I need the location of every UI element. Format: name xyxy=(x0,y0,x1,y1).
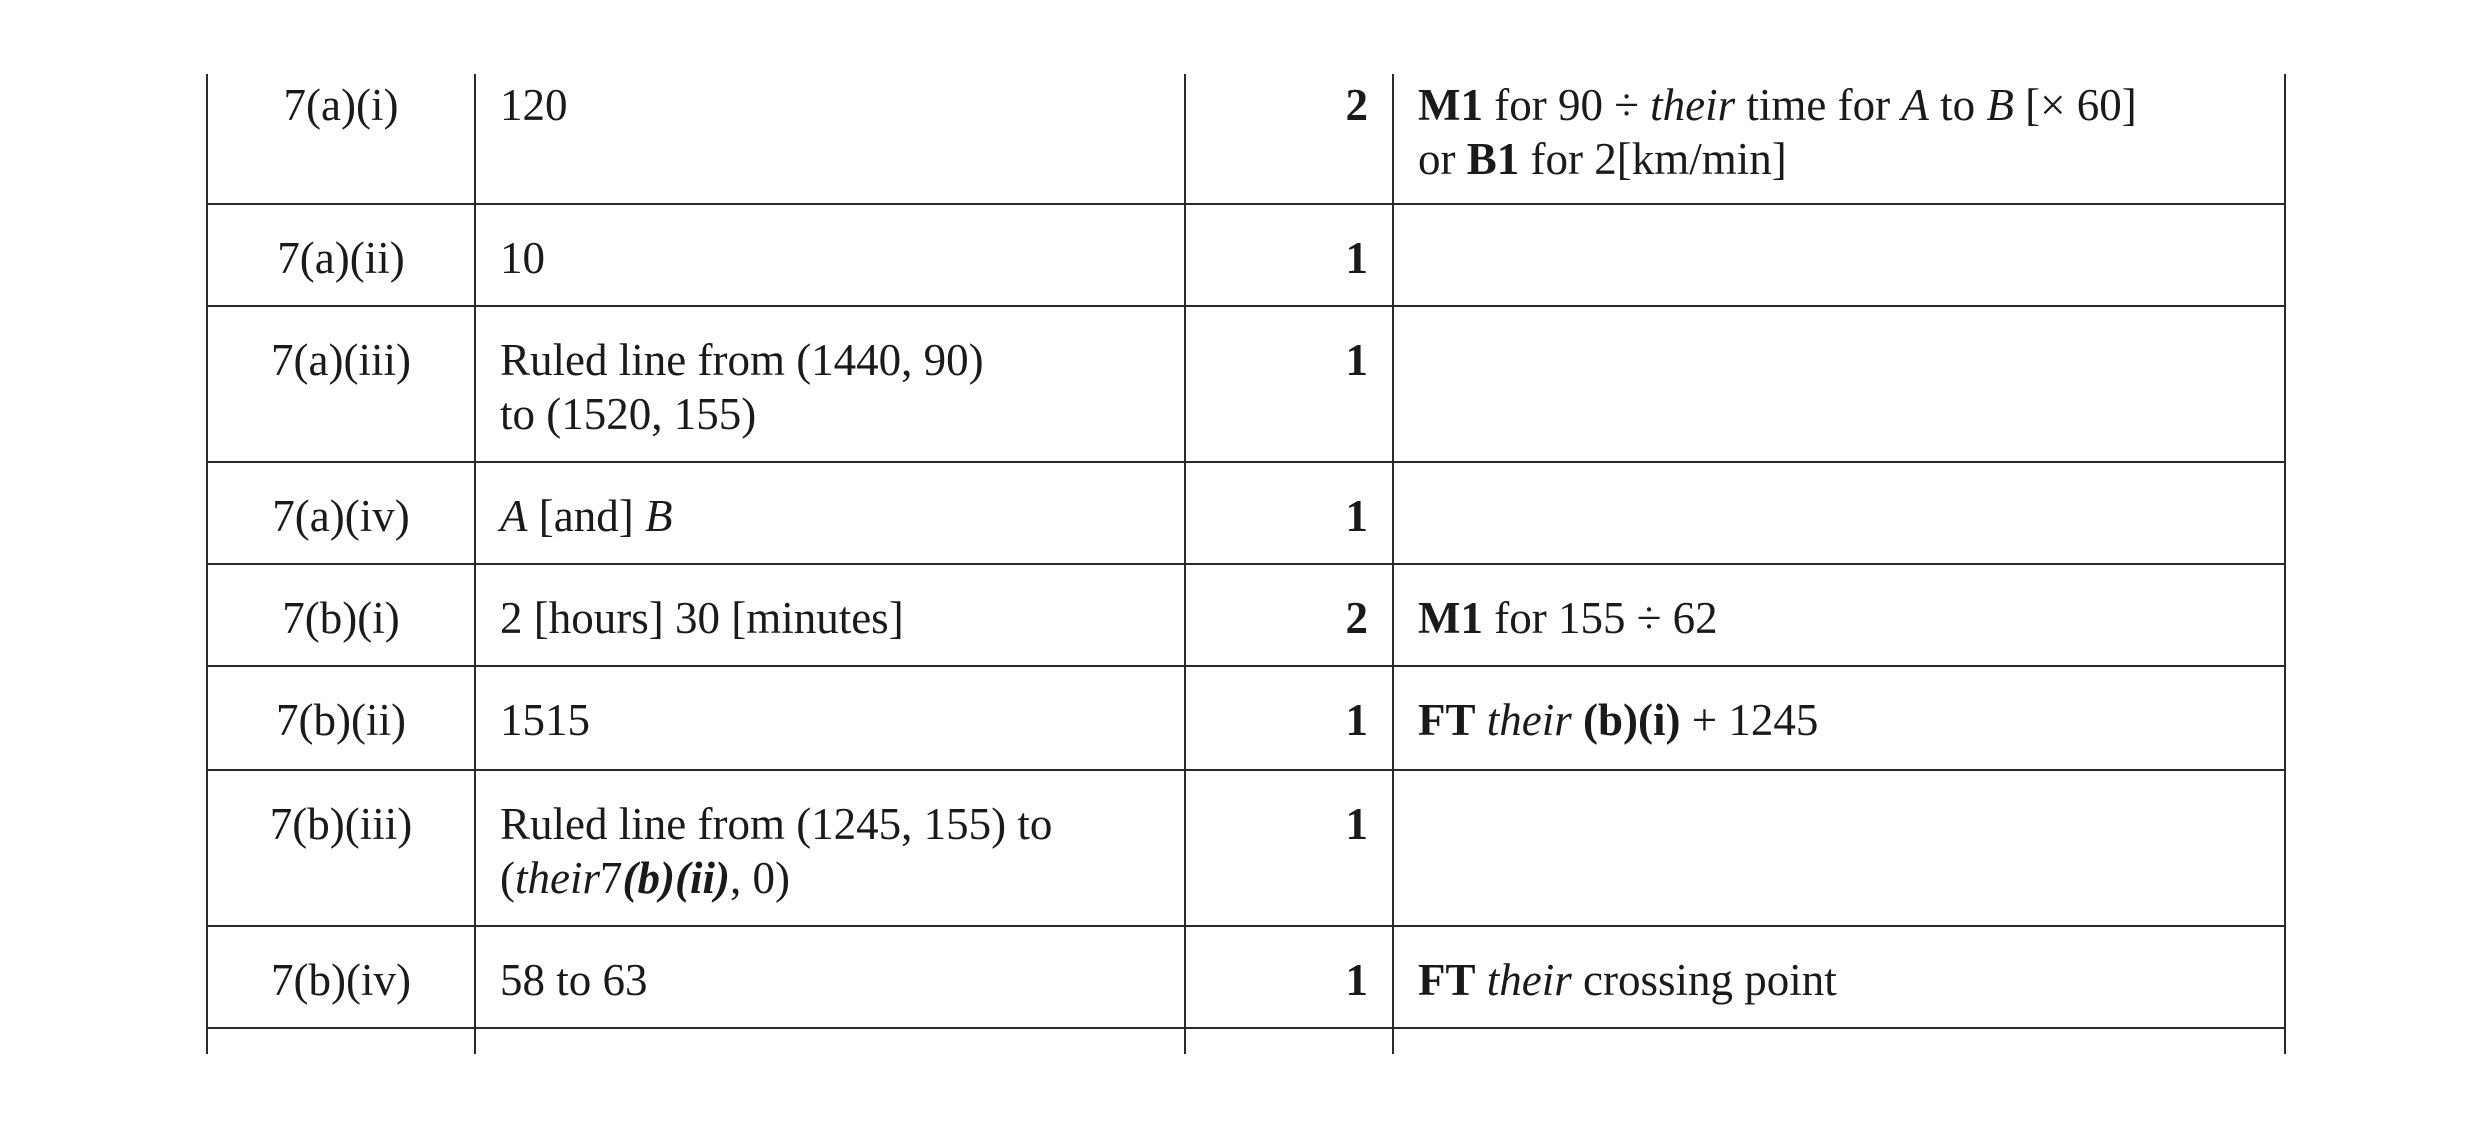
answer-cell xyxy=(475,74,1185,204)
answer-cell: 58 to 63 xyxy=(475,926,1185,1028)
marks-cell: 2 xyxy=(1185,564,1393,666)
table-row xyxy=(207,666,2285,770)
guidance-cell xyxy=(1393,666,2285,770)
answer-text: 120 xyxy=(500,80,568,130)
marks-cell: 1 xyxy=(1185,666,1393,770)
part-reference: (b)(i) xyxy=(1583,695,1681,745)
guidance-text: for 2[km/min] xyxy=(1519,134,1787,184)
answer-text: [and] xyxy=(527,491,645,541)
table-row xyxy=(207,926,2285,1028)
guidance-text: to xyxy=(1928,80,1987,130)
guidance-text: time for xyxy=(1735,80,1902,130)
guidance-text: or xyxy=(1418,134,1467,184)
their-text: their xyxy=(1486,695,1572,745)
answer-text: 7 xyxy=(600,853,623,903)
question-cell: 7(a)(iii) xyxy=(207,306,475,462)
point-label-b: B xyxy=(644,491,673,541)
guidance-cell xyxy=(1393,462,2285,564)
answer-text: , 0) xyxy=(729,853,790,903)
answer-cell: 10 xyxy=(475,204,1185,306)
table-row xyxy=(207,74,2285,204)
table-row xyxy=(207,462,2285,564)
answer-cell xyxy=(475,306,1185,462)
question-cell: 7(b)(ii) xyxy=(207,666,475,770)
guidance-line xyxy=(1418,132,2260,186)
guidance-cell xyxy=(1393,306,2285,462)
their-text: their xyxy=(515,853,600,903)
question-cell: 7(b)(i) xyxy=(207,564,475,666)
table-row xyxy=(207,204,2285,306)
question-cell: 7(a)(iv) xyxy=(207,462,475,564)
guidance-cell xyxy=(1393,926,2285,1028)
answer-line: Ruled line from (1245, 155) to xyxy=(500,799,1053,849)
mark-scheme-table xyxy=(206,74,2286,1054)
table-row-continuation xyxy=(207,1028,2285,1054)
guidance-text: + 1245 xyxy=(1680,695,1819,745)
point-label-b: B xyxy=(1986,80,2014,130)
answer-cell: 1515 xyxy=(475,666,1185,770)
guidance-text: crossing point xyxy=(1571,955,1837,1005)
guidance-line xyxy=(1418,78,2260,132)
guidance-cell xyxy=(1393,770,2285,926)
follow-through-code: FT xyxy=(1418,695,1476,745)
marks-cell: 1 xyxy=(1185,204,1393,306)
part-reference: (b)(ii) xyxy=(622,853,730,903)
their-text: their xyxy=(1650,80,1736,130)
empty-cell xyxy=(1393,1028,2285,1054)
method-mark-code: M1 xyxy=(1418,80,1483,130)
table-row xyxy=(207,564,2285,666)
table-row xyxy=(207,306,2285,462)
answer-text: ( xyxy=(500,853,515,903)
question-cell: 7(b)(iv) xyxy=(207,926,475,1028)
empty-cell xyxy=(207,1028,475,1054)
point-label-a: A xyxy=(500,491,528,541)
empty-cell xyxy=(1185,1028,1393,1054)
answer-line xyxy=(500,851,1160,905)
question-cell: 7(a)(ii) xyxy=(207,204,475,306)
answer-cell: 2 [hours] 30 [minutes] xyxy=(475,564,1185,666)
answer-cell xyxy=(475,462,1185,564)
marks-cell: 2 xyxy=(1185,74,1393,204)
answer-line: Ruled line from (1440, 90) xyxy=(500,335,984,385)
follow-through-code: FT xyxy=(1418,955,1476,1005)
method-mark-code: M1 xyxy=(1418,593,1483,643)
marks-cell: 1 xyxy=(1185,306,1393,462)
answer-cell xyxy=(475,770,1185,926)
b-mark-code: B1 xyxy=(1466,134,1520,184)
guidance-text: [× 60] xyxy=(2013,80,2137,130)
marks-cell: 1 xyxy=(1185,926,1393,1028)
guidance-cell xyxy=(1393,74,2285,204)
empty-cell xyxy=(475,1028,1185,1054)
guidance-cell xyxy=(1393,564,2285,666)
guidance-text: for 155 ÷ 62 xyxy=(1482,593,1718,643)
answer-line: to (1520, 155) xyxy=(500,389,757,439)
marks-cell: 1 xyxy=(1185,770,1393,926)
question-cell: 7(a)(i) xyxy=(207,74,475,204)
point-label-a: A xyxy=(1901,80,1929,130)
guidance-cell xyxy=(1393,204,2285,306)
table-row xyxy=(207,770,2285,926)
question-cell: 7(b)(iii) xyxy=(207,770,475,926)
marks-cell: 1 xyxy=(1185,462,1393,564)
guidance-text: for 90 ÷ xyxy=(1482,80,1651,130)
their-text: their xyxy=(1486,955,1572,1005)
